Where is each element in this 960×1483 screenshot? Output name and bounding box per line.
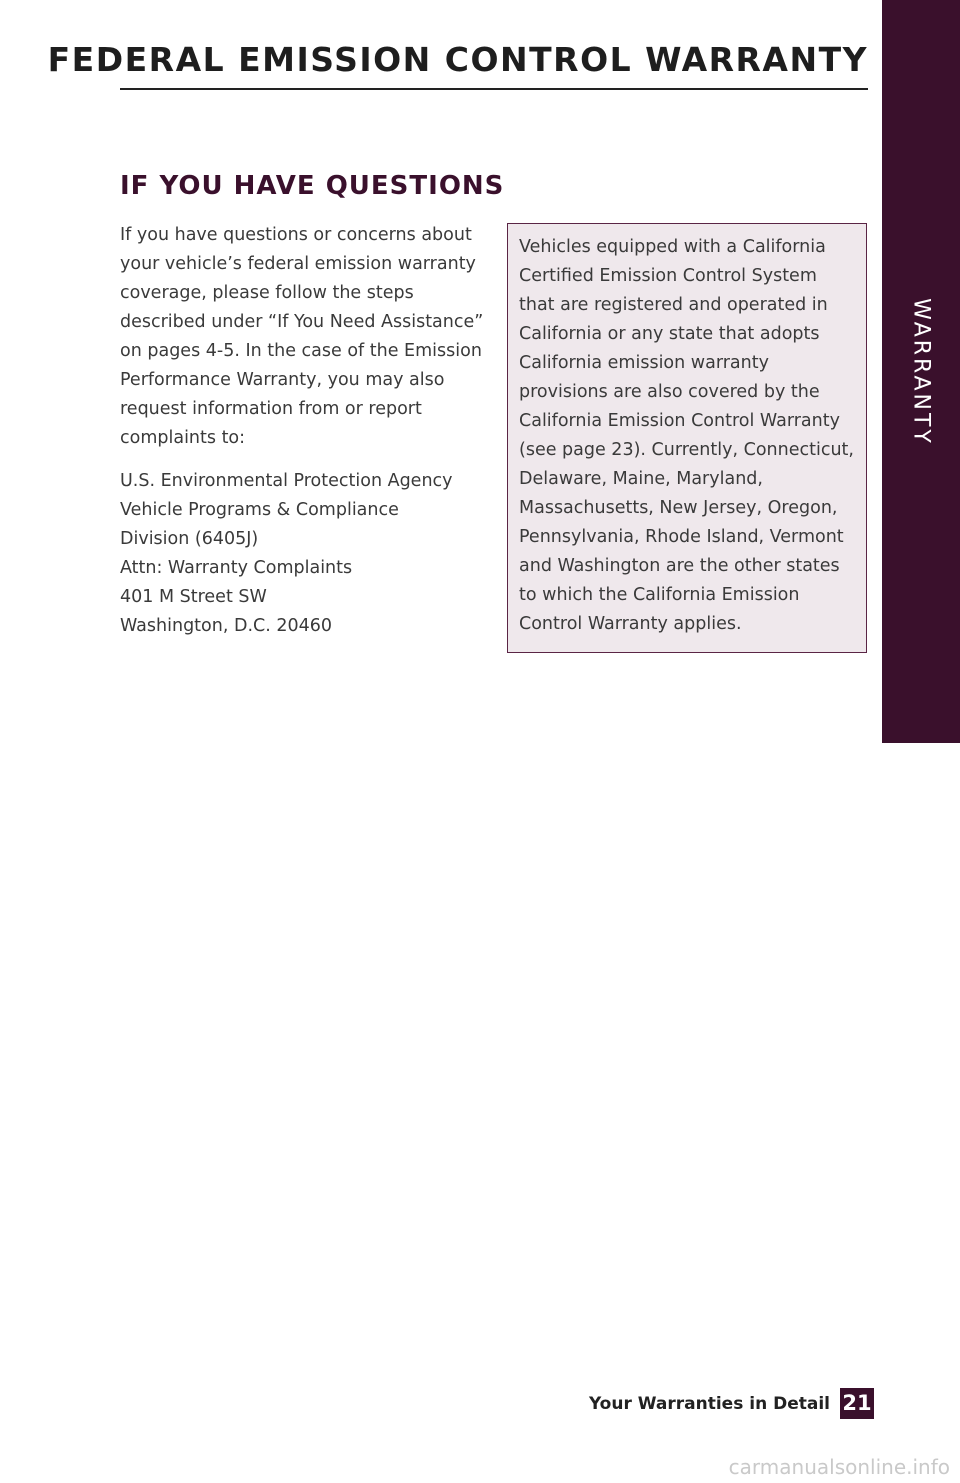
footer-title: Your Warranties in Detail bbox=[588, 1393, 830, 1414]
address-line: Division (6405J) bbox=[120, 529, 259, 549]
page-header bbox=[47, 38, 868, 90]
watermark: carmanualsonline.info bbox=[728, 1455, 950, 1479]
address-line: U.S. Environmental Protection Agency bbox=[120, 471, 453, 491]
address-line: 401 M Street SW bbox=[120, 587, 267, 607]
questions-column bbox=[120, 221, 492, 641]
side-tab-label: WARRANTY bbox=[908, 298, 934, 446]
note-text: Vehicles equipped with a California Certified Emission Control System that are registered and operated in California or any state that adopts California emission warranty provisions are also covered by the California Emission Control Warranty (see page 23). Currently, Connecticut, Delaware, Maine, Maryland, Massachusetts, New Jersey, Oregon, Pennsylvania, Rhode Island, Vermont and Washington are the other states to which the California Emission Control Warranty applies. bbox=[519, 237, 854, 634]
intro-paragraph: If you have questions or concerns about your vehicle’s federal emission warranty coverage, please follow the steps described under “If You Need Assistance” on pages 4-5. In the case of the Emission Performance Warranty, you may also request information from or report complaints to: bbox=[120, 225, 484, 448]
california-warranty-note bbox=[507, 223, 867, 653]
page-footer bbox=[589, 1388, 874, 1419]
epa-address bbox=[120, 467, 492, 641]
section-side-tab bbox=[882, 0, 960, 743]
address-line: Washington, D.C. 20460 bbox=[120, 616, 333, 636]
address-line: Attn: Warranty Complaints bbox=[120, 558, 353, 578]
page-number: 21 bbox=[840, 1388, 874, 1419]
address-line: Vehicle Programs & Compliance bbox=[120, 500, 399, 520]
page-title: FEDERAL EMISSION CONTROL WARRANTY bbox=[47, 40, 868, 79]
section-heading: IF YOU HAVE QUESTIONS bbox=[120, 171, 505, 201]
